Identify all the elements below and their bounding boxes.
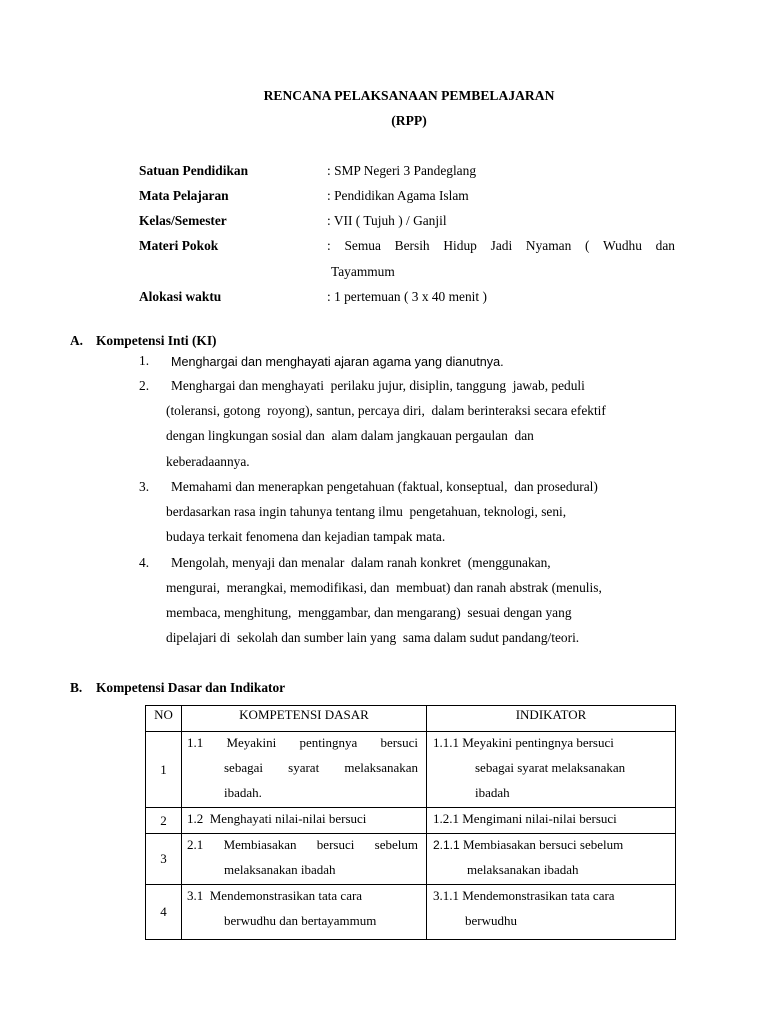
identity-label-alokasi: Alokasi waktu [139,289,222,304]
table-row [146,834,676,885]
indikator-cell [427,808,676,834]
row-number: 1 [146,732,182,808]
section-b-letter: B. [70,680,83,695]
kd-indicator-table [145,705,676,940]
ki-line: Memahami dan menerapkan pengetahuan (faktual, konseptual, dan prosedural) [171,479,598,494]
indikator-cell [427,732,676,808]
section-a-heading [70,333,217,349]
indikator-line: ibadah [475,785,510,800]
kd-line: berwudhu dan bertayammum [224,913,377,928]
indikator-code: 1.2.1 [433,811,459,826]
indikator-line: melaksanakan ibadah [467,862,579,877]
identity-label-materi: Materi Pokok [139,238,219,253]
indikator-line [427,885,675,910]
ki-line: mengurai, merangkai, memodifikasi, dan membuat) dan ranah abstrak (menulis, [166,580,602,595]
indikator-code: 2.1.1 [433,838,460,852]
ki-line: Menghargai dan menghayati perilaku jujur, disiplin, tanggung jawab, peduli [171,378,585,393]
header-no: NO [146,706,182,732]
identity-value-alokasi: : 1 pertemuan ( 3 x 40 menit ) [327,289,487,304]
identity-label-mapel: Mata Pelajaran [139,188,229,203]
kd-line: ibadah. [224,785,262,800]
identity-value-materi: : Semua Bersih Hidup Jadi Nyaman ( Wudhu dan [327,238,675,253]
table-row [146,732,676,808]
table-header-row [146,706,676,732]
ki-line: (toleransi, gotong royong), santun, percaya diri, dalam berinteraksi secara efektif [166,403,606,418]
kd-cell [182,834,427,885]
identity-value-kelas: : VII ( Tujuh ) / Ganjil [327,213,447,228]
indikator-cell [427,834,676,885]
kd-line: 2.1 Membiasakan bersuci sebelum [187,837,418,852]
row-number: 4 [146,885,182,940]
identity-value-mapel: : Pendidikan Agama Islam [327,188,469,203]
section-b-title: Kompetensi Dasar dan Indikator [96,680,286,695]
indikator-line: sebagai syarat melaksanakan [475,760,626,775]
ki-line: budaya terkait fenomena dan kejadian tampak mata. [166,529,446,544]
kd-cell [182,808,427,834]
identity-value-materi-cont: Tayammum [331,264,395,279]
section-b-heading [70,680,285,696]
ki-line [171,354,504,370]
kd-cell [182,885,427,940]
section-a-letter: A. [70,333,84,348]
table-row [146,885,676,940]
indikator-code: 1.1.1 [433,735,459,750]
ki-number: 4. [139,555,150,570]
identity-label-satuan: Satuan Pendidikan [139,163,249,178]
indikator-code: 3.1.1 [433,888,459,903]
ki-line: dipelajari di sekolah dan sumber lain yang sama dalam sudut pandang/teori. [166,630,580,645]
kd-line: melaksanakan ibadah [224,862,336,877]
ki-line: berdasarkan rasa ingin tahunya tentang ilmu pengetahuan, teknologi, seni, [166,504,567,519]
kd-line: 1.2 Menghayati nilai-nilai bersuci [187,811,367,826]
ki-line: Mengolah, menyaji dan menalar dalam ranah konkret (menggunakan, [171,555,551,570]
kd-line: sebagai syarat melaksanakan [224,760,418,775]
row-number: 3 [146,834,182,885]
indikator-line: berwudhu [465,913,517,928]
kd-line: 3.1 Mendemonstrasikan tata cara [187,888,363,903]
indikator-line [427,732,675,757]
table-row [146,808,676,834]
indikator-text: Membiasakan bersuci sebelum [462,837,624,852]
indikator-text: Mengimani nilai-nilai bersuci [462,811,617,826]
ki-line: membaca, menghitung, menggambar, dan mengarang) sesuai dengan yang [166,605,572,620]
section-a-title: Kompetensi Inti (KI) [96,333,217,348]
document-subtitle: (RPP) [391,113,427,128]
indikator-text: Mendemonstrasikan tata cara [462,888,615,903]
ki-line: dengan lingkungan sosial dan alam dalam jangkauan pergaulan dan [166,428,534,443]
row-number: 2 [146,808,182,834]
kd-cell [182,732,427,808]
ki-line: keberadaannya. [166,454,250,469]
ki-number: 2. [139,378,150,393]
identity-value-satuan: : SMP Negeri 3 Pandeglang [327,163,477,178]
indikator-text: Meyakini pentingnya bersuci [462,735,614,750]
header-kompetensi-dasar: KOMPETENSI DASAR [182,706,427,732]
identity-label-kelas: Kelas/Semester [139,213,227,228]
header-indikator: INDIKATOR [427,706,676,732]
indikator-cell [427,885,676,940]
ki-number: 3. [139,479,150,494]
ki-line-text: Menghargai dan menghayati ajaran agama yang dianutnya. [171,355,504,369]
kd-line: 1.1 Meyakini pentingnya bersuci [187,735,418,750]
indikator-line [427,834,675,859]
indikator-line [427,808,675,833]
document-title: RENCANA PELAKSANAAN PEMBELAJARAN [263,88,555,103]
ki-number: 1. [139,353,150,368]
